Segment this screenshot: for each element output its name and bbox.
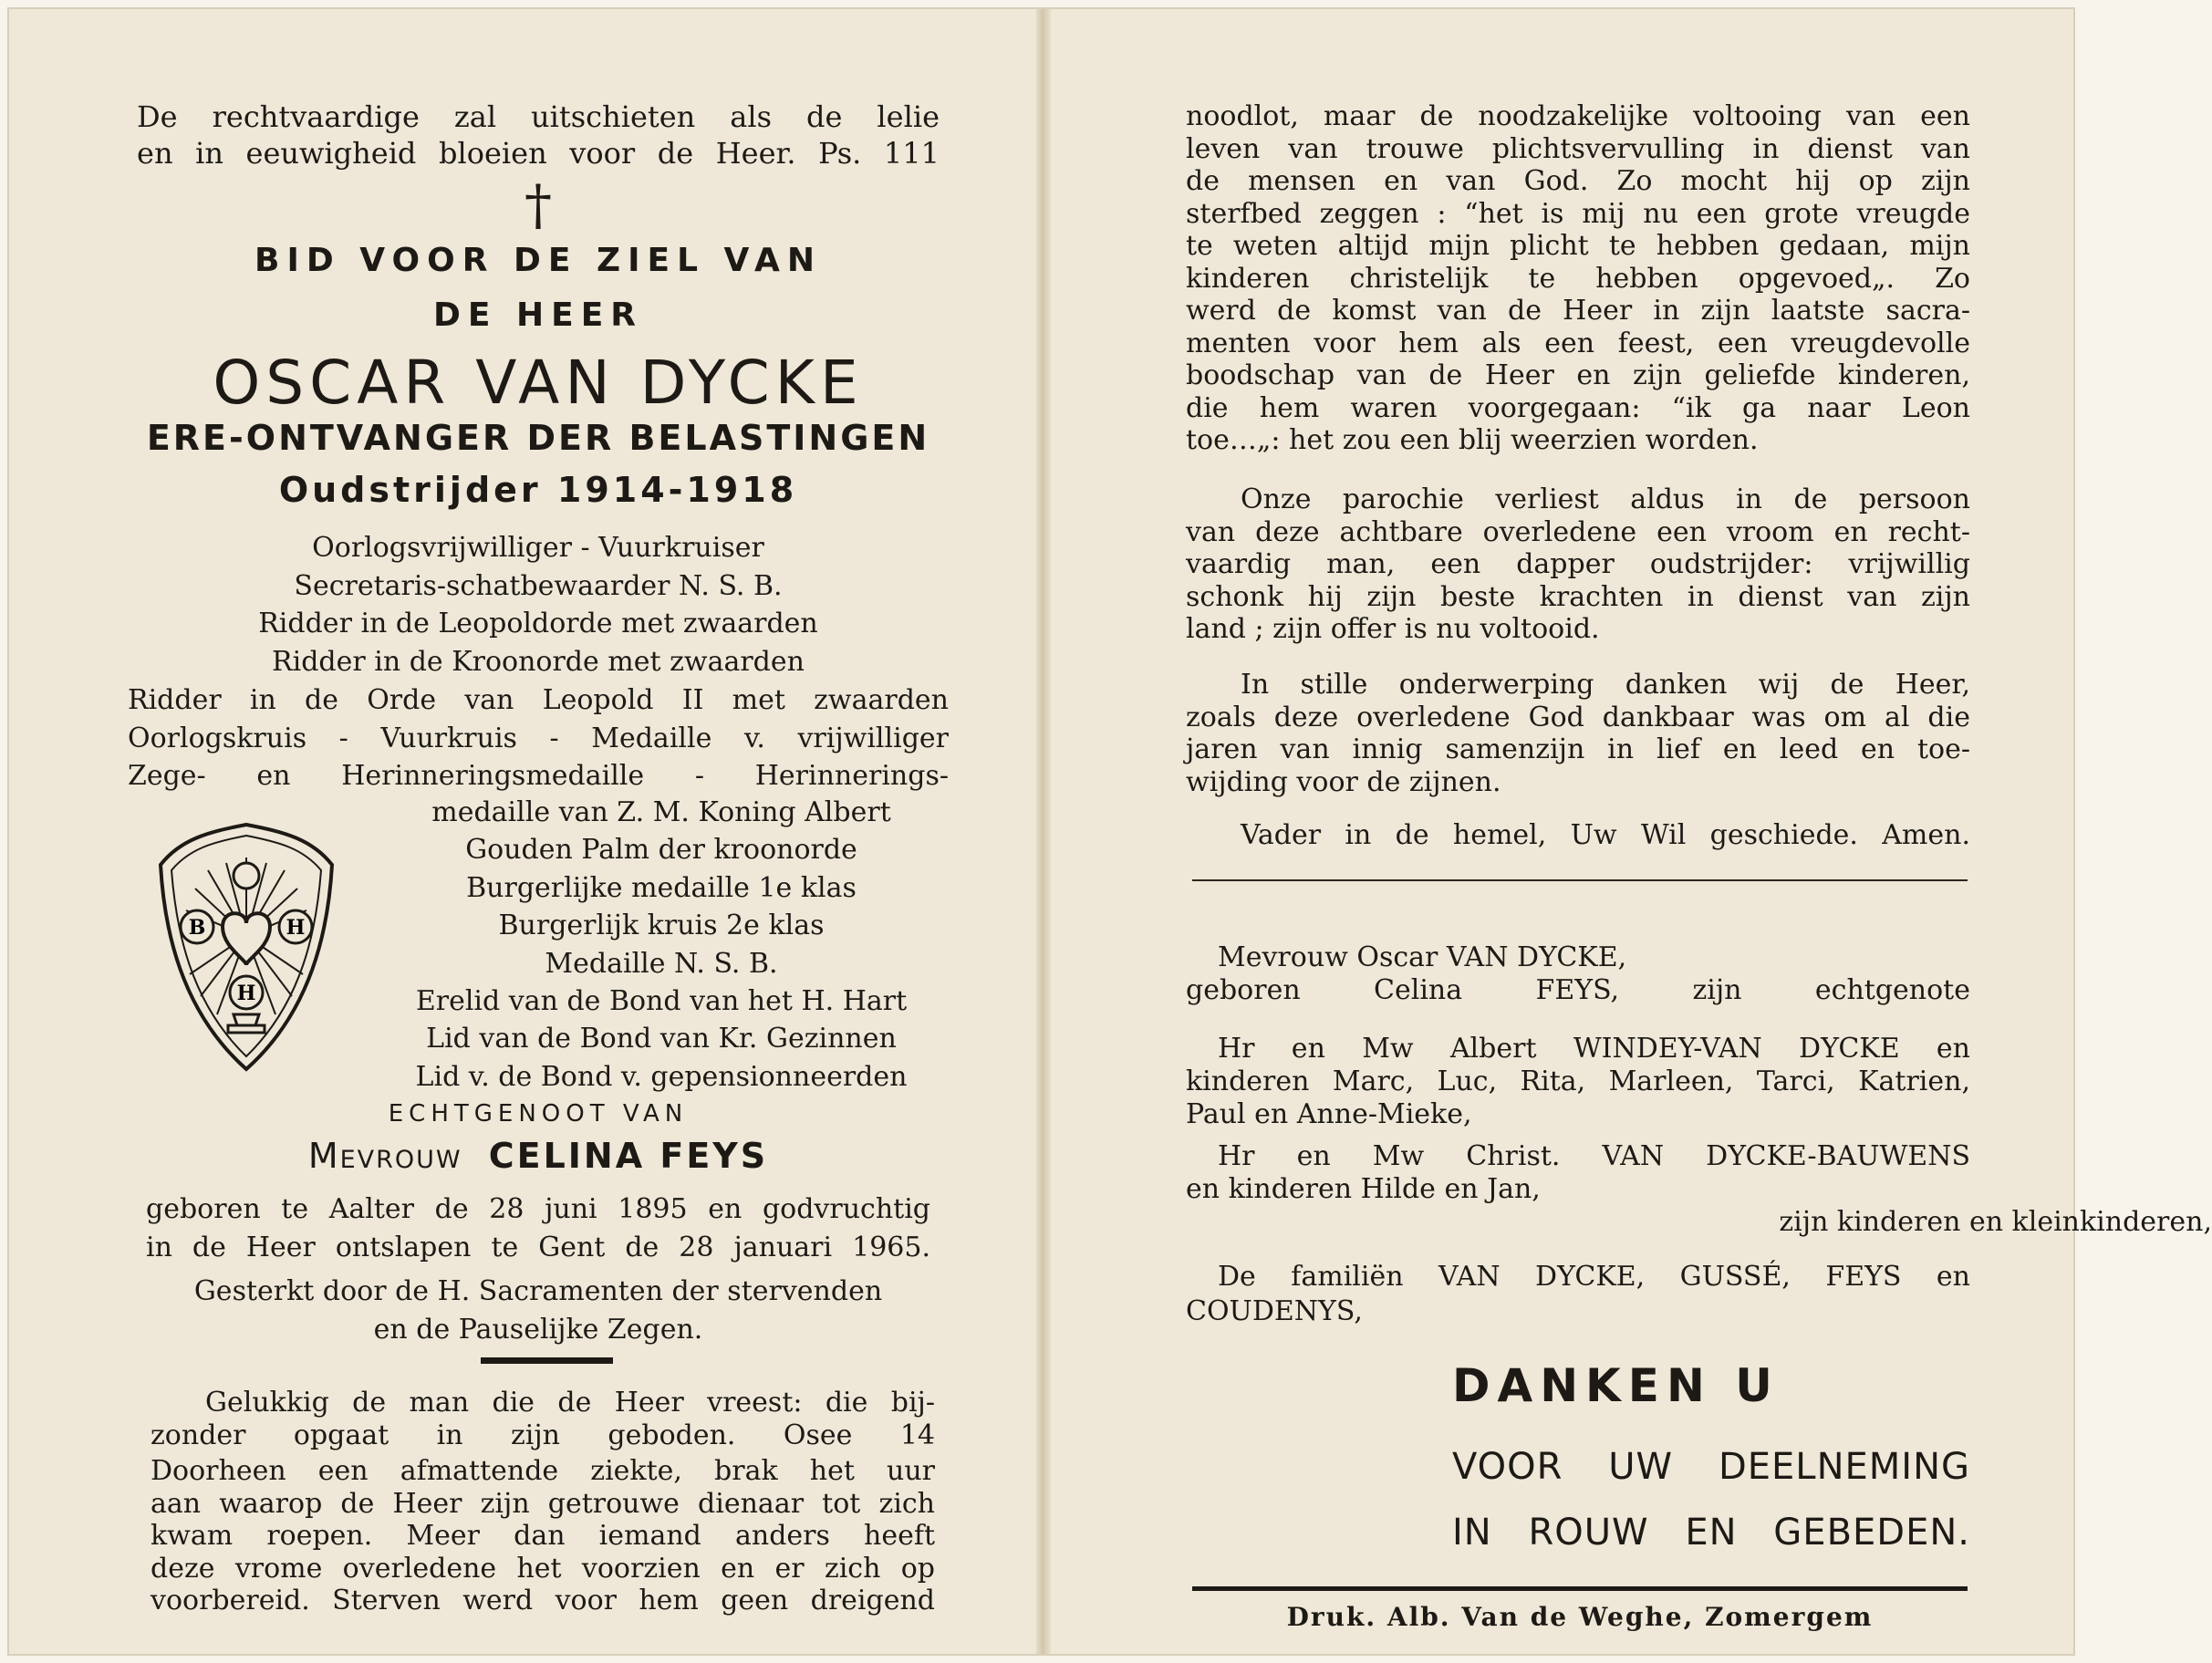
divider-bar	[481, 1357, 613, 1364]
birth-line: in de Heer ontslapen te Gent de 28 januari 1965.	[146, 1232, 930, 1263]
honor-line: Ridder in de Leopoldorde met zwaarden	[258, 608, 818, 640]
honor-line: Burgerlijke medaille 1e klas	[466, 871, 857, 904]
body-line: van deze achtbare overledene een vroom en recht-	[1186, 515, 1970, 548]
bottom-rule	[1192, 1586, 1968, 1591]
sacrament-line: en de Pauselijke Zegen.	[373, 1314, 703, 1346]
memorial-card	[7, 7, 2212, 1656]
body-line: kwam roepen. Meer dan iemand anders heeft	[151, 1520, 935, 1552]
body-line: noodlot, maar de noodzakelijke voltooing van een	[1186, 100, 1970, 132]
card-fold	[1036, 9, 1051, 1654]
body-line: te weten altijd mijn plicht te hebben gedaan, mijn	[1186, 230, 1970, 262]
psalm-quote	[151, 1387, 935, 1451]
honor-line: Secretaris-schatbewaarder N. S. B.	[294, 569, 783, 602]
body-line: sterfbed zeggen : “het is mij nu een grote vreugde	[1186, 197, 1970, 230]
spouse-name-line	[119, 1136, 958, 1176]
honorific: DE HEER	[432, 296, 644, 334]
thanks-line: IN ROUW EN GEBEDEN.	[1452, 1512, 1970, 1554]
family-line: zijn kinderen en kleinkinderen,	[1779, 1206, 2212, 1238]
body-paragraph-continued	[1186, 100, 1970, 457]
pray-line: BID VOOR DE ZIEL VAN	[254, 242, 822, 279]
family-windey	[1186, 1033, 1970, 1131]
honor-line: Burgerlijk kruis 2e klas	[498, 909, 825, 942]
family-spouse	[1186, 941, 1970, 1007]
shield-letter: H	[286, 916, 306, 940]
body-line: Doorheen een afmattende ziekte, brak het uur	[151, 1455, 935, 1487]
thanks-text	[1452, 1434, 1970, 1565]
motto-line-1: De rechtvaardige zal uitschieten als de lelie	[137, 99, 940, 134]
family-line: Paul en Anne-Mieke,	[1186, 1098, 1472, 1130]
body-line: toe…„: het zou een blij weerzien worden.	[1186, 424, 1759, 456]
body-line: aan waarop de Heer zijn getrouwe dienaar tot zich	[151, 1487, 935, 1520]
printer-credit: Druk. Alb. Van de Weghe, Zomergem	[1286, 1602, 1874, 1632]
right-panel	[1051, 9, 2212, 1654]
shield-letter: H	[236, 982, 256, 1005]
honor-line: Oorlogsvrijwilliger - Vuurkruiser	[312, 532, 764, 564]
body-line: leven van trouwe plichtsvervulling in dienst van	[1186, 132, 1970, 165]
family-line: De familiën VAN DYCKE, GUSSÉ, FEYS en	[1218, 1261, 1970, 1293]
shield-letter: B	[188, 916, 206, 940]
honor-line: Lid v. de Bond v. gepensionneerden	[415, 1060, 908, 1093]
spouse-prefix: Mevrouw	[307, 1136, 462, 1176]
gratitude-paragraph	[1186, 669, 1970, 798]
motto-line-2: en in eeuwigheid bloeien voor de Heer. Ps. 111	[137, 136, 940, 171]
honors-list	[128, 529, 949, 795]
sacrament-line: Gesterkt door de H. Sacramenten der stervenden	[193, 1275, 883, 1307]
body-paragraph	[151, 1455, 935, 1617]
family-relatives-cont	[1186, 1295, 1970, 1328]
honor-line: Zege- en Herinneringsmedaille - Herinnerings-	[128, 760, 949, 793]
spouse-name: CELINA FEYS	[488, 1136, 769, 1176]
deceased-title: ERE-ONTVANGER DER BELASTINGEN	[146, 418, 930, 458]
divider-rule	[1192, 879, 1968, 881]
family-line: en kinderen Hilde en Jan,	[1186, 1173, 1541, 1205]
honor-line: Oorlogskruis - Vuurkruis - Medaille v. vrijwilliger	[128, 722, 949, 754]
family-line: geboren Celina FEYS, zijn echtgenote	[1186, 974, 1970, 1006]
deceased-name: OSCAR VAN DYCKE	[213, 348, 864, 418]
family-line: COUDENYS,	[1186, 1295, 1363, 1327]
body-line: zoals deze overledene God dankbaar was om al die	[1186, 701, 1970, 733]
body-line: Onze parochie verliest aldus in de persoon	[1241, 483, 1970, 515]
body-line: jaren van innig samenzijn in lief en leed en toe-	[1186, 733, 1970, 765]
thanks-title: DANKEN U	[1452, 1359, 1780, 1412]
body-line: de mensen en van God. Zo mocht hij op zijn	[1186, 165, 1970, 197]
honor-line: Lid van de Bond van Kr. Gezinnen	[426, 1023, 897, 1055]
left-panel	[9, 9, 1036, 1654]
birth-line: geboren te Aalter de 28 juni 1895 en godvruchtig	[146, 1193, 930, 1225]
body-line: menten voor hem als een feest, een vreugdevolle	[1186, 327, 1970, 359]
psalm-line: Gelukkig de man die de Heer vreest: die bij-	[205, 1387, 935, 1419]
body-line: boodschap van de Heer en zijn geliefde kinderen,	[1186, 359, 1970, 391]
closing-prayer	[1186, 819, 1970, 852]
body-line: die hem waren voorgegaan: “ik ga naar Leon	[1186, 391, 1970, 424]
honor-line: medaille van Z. M. Koning Albert	[431, 796, 891, 828]
birth-death-text	[146, 1190, 930, 1267]
body-line: In stille onderwerping danken wij de Heer,	[1241, 669, 1970, 701]
family-line: Hr en Mw Albert WINDEY-VAN DYCKE en	[1218, 1033, 1970, 1065]
honor-line: Ridder in de Orde van Leopold II met zwaarden	[128, 683, 949, 716]
body-line: werd de komst van de Heer in zijn laatste sacra-	[1186, 295, 1970, 327]
body-line: wijding voor de zijnen.	[1186, 765, 1501, 798]
body-line: kinderen christelijk te hebben opgevoed„. Zo	[1186, 262, 1970, 295]
honor-line: Ridder in de Kroonorde met zwaarden	[272, 646, 805, 679]
honor-line: Gouden Palm der kroonorde	[465, 834, 857, 867]
family-line: Mevrouw Oscar VAN DYCKE,	[1218, 941, 1627, 973]
thanks-line: VOOR UW DEELNEMING	[1452, 1446, 1970, 1488]
family-bauwens	[1186, 1140, 2212, 1239]
honors-list-continued	[374, 794, 949, 1096]
family-line: Hr en Mw Christ. VAN DYCKE-BAUWENS	[1218, 1140, 1970, 1172]
family-line: kinderen Marc, Luc, Rita, Marleen, Tarci, Katrien,	[1186, 1065, 1970, 1097]
honor-line: Medaille N. S. B.	[545, 947, 778, 980]
body-line: deze vrome overledene het voorzien en er zich op	[151, 1552, 935, 1585]
honor-line: Erelid van de Bond van het H. Hart	[415, 985, 908, 1018]
parish-paragraph	[1186, 483, 1970, 646]
body-line: schonk hij zijn beste krachten in dienst van zijn	[1186, 580, 1970, 613]
psalm-line: zonder opgaat in zijn geboden. Osee 14	[151, 1419, 935, 1451]
motto-quote	[137, 99, 940, 171]
prayer-line: Vader in de hemel, Uw Wil geschiede. Amen.	[1241, 819, 1970, 851]
body-line: land ; zijn offer is nu voltooid.	[1186, 613, 1600, 645]
family-relatives	[1186, 1261, 1970, 1294]
spouse-label: ECHTGENOOT VAN	[388, 1100, 689, 1128]
cross-icon: †	[524, 173, 552, 237]
body-line: vaardig man, een dapper oudstrijder: vrijwillig	[1186, 548, 1970, 580]
veteran-line: Oudstrijder 1914-1918	[278, 470, 798, 510]
sacraments-text	[146, 1273, 930, 1349]
body-line: voorbereid. Sterven werd voor hem geen dreigend	[151, 1585, 935, 1616]
sacred-heart-shield-icon	[153, 819, 339, 1075]
